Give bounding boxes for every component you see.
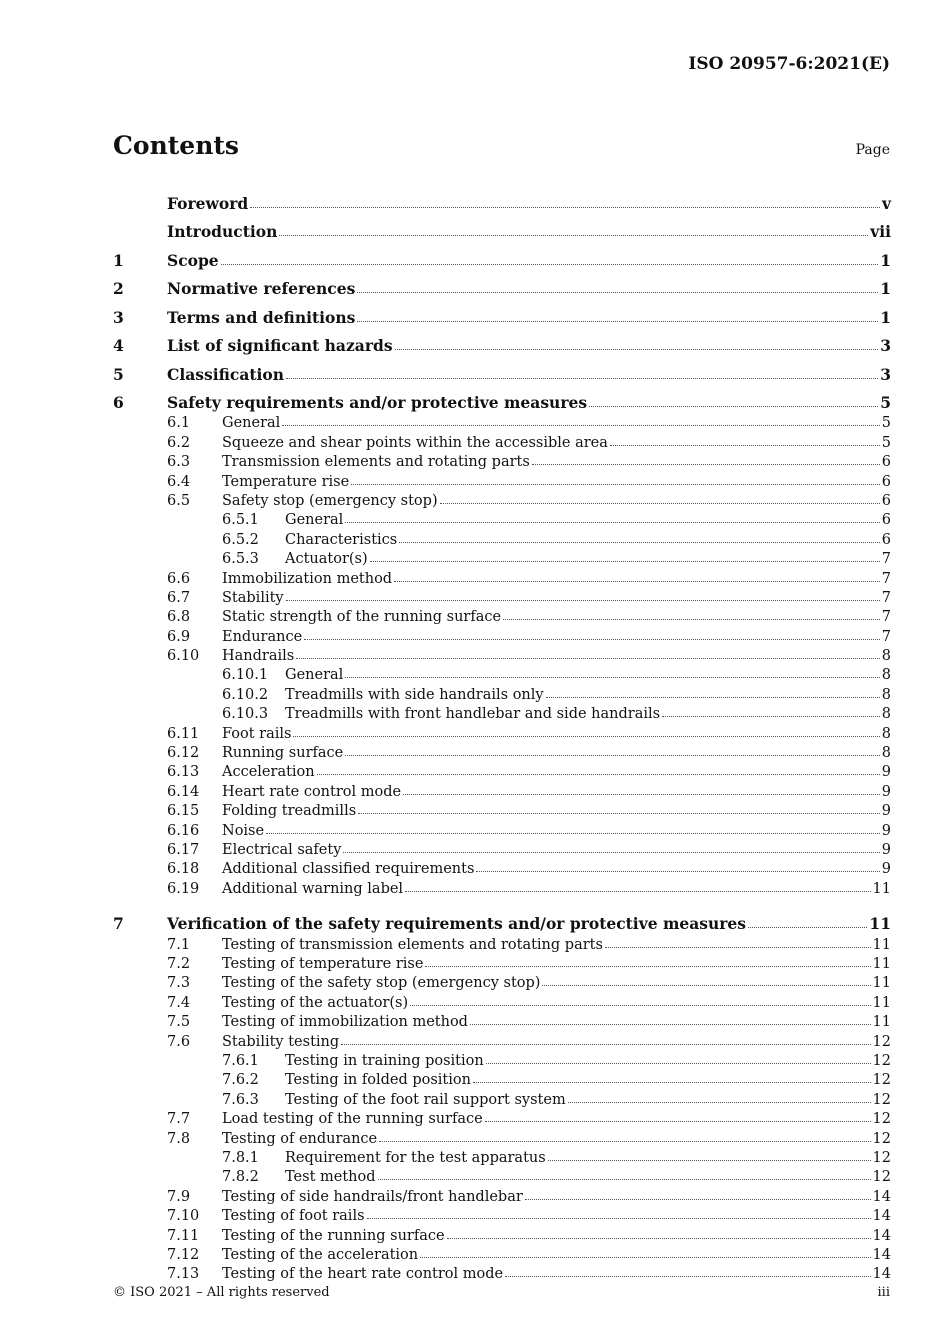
toc-entry-number: 6.11 bbox=[167, 725, 200, 742]
toc-entry-title[interactable]: Electrical safety bbox=[222, 841, 342, 858]
table-of-contents bbox=[113, 184, 891, 1282]
toc-entry-number: 7.9 bbox=[167, 1188, 191, 1205]
toc-entry-title[interactable]: Safety requirements and/or protective measures bbox=[167, 393, 588, 412]
toc-dot-leader bbox=[286, 599, 880, 601]
toc-entry-title[interactable]: Acceleration bbox=[222, 764, 315, 781]
toc-entry[interactable] bbox=[113, 270, 891, 299]
toc-entry-number: 7.1 bbox=[167, 936, 191, 953]
toc-dot-leader bbox=[399, 541, 880, 543]
toc-dot-leader bbox=[542, 984, 870, 986]
toc-entry[interactable] bbox=[113, 548, 891, 567]
toc-entry-number: 5 bbox=[113, 364, 124, 384]
toc-entry-title[interactable]: Testing of the heart rate control mode bbox=[222, 1266, 504, 1283]
toc-entry-number: 6.6 bbox=[167, 570, 191, 587]
toc-entry[interactable] bbox=[113, 839, 891, 858]
toc-entry-number: 7.2 bbox=[167, 956, 191, 973]
toc-entry-number: 7.7 bbox=[167, 1111, 191, 1128]
toc-entry-page[interactable]: 12 bbox=[872, 1149, 891, 1166]
toc-entry-number: 6.5.1 bbox=[222, 512, 259, 529]
toc-entry[interactable] bbox=[113, 722, 891, 741]
toc-entry-page[interactable]: 3 bbox=[880, 336, 891, 355]
toc-entry-page[interactable]: 12 bbox=[872, 1053, 891, 1069]
toc-entry-title[interactable]: Testing of temperature rise bbox=[222, 956, 424, 973]
toc-entry-number: 6.2 bbox=[167, 434, 191, 451]
toc-entry-page[interactable]: 9 bbox=[881, 783, 891, 800]
toc-entry[interactable] bbox=[113, 431, 891, 450]
toc-entry[interactable] bbox=[113, 1244, 891, 1263]
toc-entry-page[interactable]: 14 bbox=[872, 1227, 891, 1244]
toc-entry-page[interactable]: 9 bbox=[881, 841, 891, 858]
toc-entry[interactable] bbox=[113, 858, 891, 877]
toc-entry-title[interactable]: Test method bbox=[285, 1169, 376, 1186]
toc-dot-leader bbox=[485, 1120, 871, 1122]
toc-dot-leader bbox=[357, 320, 878, 322]
toc-dot-leader bbox=[345, 754, 880, 756]
toc-entry-page[interactable]: 12 bbox=[872, 1091, 891, 1108]
toc-entry-number: 7.4 bbox=[167, 994, 191, 1011]
toc-entry-title[interactable]: Testing of transmission elements and rotating parts bbox=[222, 936, 603, 953]
toc-dot-leader bbox=[357, 291, 878, 293]
toc-entry-number: 2 bbox=[113, 279, 124, 298]
toc-dot-leader bbox=[486, 1062, 871, 1064]
toc-entry-number: 6.8 bbox=[167, 609, 191, 626]
toc-dot-leader bbox=[403, 793, 880, 795]
toc-entry-number: 7.6.1 bbox=[222, 1053, 259, 1069]
toc-entry-page[interactable]: 6 bbox=[881, 454, 891, 471]
toc-dot-leader bbox=[378, 1178, 871, 1180]
toc-entry[interactable] bbox=[113, 625, 891, 644]
toc-entry[interactable] bbox=[113, 470, 891, 489]
toc-entry-page[interactable]: 8 bbox=[881, 667, 891, 684]
toc-dot-leader bbox=[395, 348, 879, 350]
toc-entry[interactable] bbox=[113, 606, 891, 625]
toc-entry-page[interactable]: 7 bbox=[881, 609, 891, 626]
toc-entry-page[interactable]: 11 bbox=[869, 914, 891, 934]
toc-entry-number: 6.5.3 bbox=[222, 551, 259, 568]
toc-entry[interactable] bbox=[113, 1030, 891, 1049]
toc-dot-leader bbox=[266, 832, 880, 834]
toc-dot-leader bbox=[505, 1275, 870, 1277]
toc-entry-number: 7.6.2 bbox=[222, 1072, 259, 1089]
toc-entry-page[interactable]: 8 bbox=[881, 648, 891, 665]
toc-dot-leader bbox=[589, 405, 878, 407]
toc-entry[interactable] bbox=[113, 683, 891, 702]
toc-entry-title[interactable]: Characteristics bbox=[285, 531, 398, 548]
toc-entry-title[interactable]: Testing of the actuator(s) bbox=[222, 994, 409, 1011]
toc-entry-page[interactable]: 9 bbox=[881, 764, 891, 781]
toc-entry-page[interactable]: 6 bbox=[881, 512, 891, 529]
toc-entry-title[interactable]: Testing of the acceleration bbox=[222, 1246, 419, 1263]
toc-entry-page[interactable]: 7 bbox=[881, 570, 891, 587]
toc-entry-title[interactable]: Testing of immobilization method bbox=[222, 1014, 468, 1031]
toc-dot-leader bbox=[341, 1043, 870, 1045]
toc-entry-number: 7.13 bbox=[167, 1266, 200, 1283]
toc-entry[interactable] bbox=[113, 213, 891, 242]
toc-dot-leader bbox=[748, 926, 867, 928]
toc-dot-leader bbox=[221, 263, 879, 265]
toc-entry-title[interactable]: Foreword bbox=[167, 193, 249, 213]
toc-dot-leader bbox=[470, 1023, 871, 1025]
toc-entry-number: 7.8.2 bbox=[222, 1169, 259, 1186]
toc-entry-number: 7 bbox=[113, 914, 124, 934]
toc-entry-page[interactable]: 8 bbox=[881, 706, 891, 723]
toc-entry-title[interactable]: Stability testing bbox=[222, 1033, 340, 1050]
toc-entry-title[interactable]: Actuator(s) bbox=[285, 551, 368, 568]
toc-entry-page[interactable]: 7 bbox=[881, 628, 891, 645]
toc-entry-number: 6.19 bbox=[167, 880, 200, 897]
toc-entry-title[interactable]: Endurance bbox=[222, 628, 303, 645]
toc-dot-leader bbox=[343, 851, 879, 853]
toc-entry-page[interactable]: 7 bbox=[881, 589, 891, 606]
toc-entry-page[interactable]: 5 bbox=[880, 393, 891, 412]
toc-dot-leader bbox=[662, 715, 880, 717]
toc-dot-leader bbox=[610, 444, 880, 446]
toc-dot-leader bbox=[282, 424, 879, 426]
toc-dot-leader bbox=[568, 1101, 871, 1103]
toc-dot-leader bbox=[440, 502, 880, 504]
toc-entry[interactable] bbox=[113, 241, 891, 270]
toc-entry-page[interactable]: 1 bbox=[880, 307, 891, 327]
toc-entry-title[interactable]: Testing of foot rails bbox=[222, 1208, 365, 1225]
toc-entry-title[interactable]: Additional warning label bbox=[222, 880, 404, 897]
toc-entry-page[interactable]: 14 bbox=[872, 1246, 891, 1263]
toc-entry-page[interactable]: 7 bbox=[881, 551, 891, 568]
toc-entry-number: 6.13 bbox=[167, 764, 200, 781]
toc-entry-page[interactable]: 5 bbox=[881, 415, 891, 432]
toc-entry-title[interactable]: Testing of the running surface bbox=[222, 1227, 445, 1244]
toc-entry[interactable] bbox=[113, 1205, 891, 1224]
toc-entry-number: 6.3 bbox=[167, 454, 191, 471]
toc-entry-title[interactable]: Transmission elements and rotating parts bbox=[222, 454, 530, 471]
toc-entry-number: 7.8 bbox=[167, 1130, 191, 1147]
toc-entry-page[interactable]: 12 bbox=[872, 1072, 891, 1089]
toc-entry[interactable] bbox=[113, 451, 891, 470]
toc-entry-number: 6.10.2 bbox=[222, 686, 269, 703]
toc-entry-page[interactable]: 11 bbox=[872, 936, 891, 953]
toc-entry-page[interactable]: 12 bbox=[872, 1169, 891, 1186]
toc-entry-page[interactable]: 6 bbox=[881, 531, 891, 548]
toc-entry[interactable] bbox=[113, 1166, 891, 1185]
toc-entry-title[interactable]: Introduction bbox=[167, 222, 278, 241]
toc-entry-title[interactable]: Classification bbox=[167, 364, 285, 384]
toc-dot-leader bbox=[503, 618, 880, 620]
toc-entry-title[interactable]: Treadmills with front handlebar and side handrails bbox=[285, 706, 661, 723]
toc-entry-title[interactable]: Treadmills with side handrails only bbox=[285, 686, 544, 703]
toc-entry-number: 6.10.3 bbox=[222, 706, 269, 723]
toc-entry-page[interactable]: 11 bbox=[872, 975, 891, 992]
copyright-notice: © ISO 2021 – All rights reserved bbox=[113, 1285, 330, 1300]
toc-entry-number: 7.8.1 bbox=[222, 1149, 259, 1166]
toc-entry-title[interactable]: Testing in training position bbox=[285, 1053, 484, 1069]
toc-entry-number: 7.3 bbox=[167, 975, 191, 992]
toc-entry-page[interactable]: 1 bbox=[880, 279, 891, 298]
toc-entry-number: 1 bbox=[113, 250, 124, 270]
toc-entry-page[interactable]: 11 bbox=[872, 956, 891, 973]
toc-entry-title[interactable]: General bbox=[285, 667, 344, 684]
toc-entry[interactable] bbox=[113, 991, 891, 1010]
toc-entry-page[interactable]: 5 bbox=[881, 434, 891, 451]
toc-dot-leader bbox=[525, 1198, 871, 1200]
toc-dot-leader bbox=[293, 735, 879, 737]
toc-entry-number: 7.10 bbox=[167, 1208, 200, 1225]
toc-entry[interactable] bbox=[113, 953, 891, 972]
toc-entry-number: 3 bbox=[113, 307, 124, 327]
toc-dot-leader bbox=[345, 521, 879, 523]
toc-entry[interactable] bbox=[113, 1127, 891, 1146]
toc-entry-number: 6.12 bbox=[167, 745, 200, 762]
toc-dot-leader bbox=[367, 1217, 871, 1219]
toc-dot-leader bbox=[345, 676, 879, 678]
toc-dot-leader bbox=[351, 483, 880, 485]
toc-entry-number: 7.6.3 bbox=[222, 1091, 259, 1108]
toc-dot-leader bbox=[304, 638, 880, 640]
toc-entry-number: 6 bbox=[113, 393, 124, 412]
toc-dot-leader bbox=[548, 1159, 871, 1161]
toc-dot-leader bbox=[358, 812, 880, 814]
toc-entry-page[interactable]: 6 bbox=[881, 492, 891, 509]
toc-entry[interactable] bbox=[113, 298, 891, 327]
toc-entry-page[interactable]: 12 bbox=[872, 1130, 891, 1147]
toc-entry[interactable] bbox=[113, 742, 891, 761]
toc-entry-title[interactable]: Running surface bbox=[222, 745, 344, 762]
toc-entry-page[interactable]: 12 bbox=[872, 1111, 891, 1128]
toc-entry-page[interactable]: v bbox=[881, 193, 891, 213]
toc-entry-page[interactable]: 8 bbox=[881, 725, 891, 742]
toc-entry-number: 6.10 bbox=[167, 648, 200, 665]
toc-dot-leader bbox=[379, 1140, 870, 1142]
toc-entry-title[interactable]: Folding treadmills bbox=[222, 803, 357, 820]
toc-entry-page[interactable]: 8 bbox=[881, 745, 891, 762]
toc-dot-leader bbox=[447, 1237, 871, 1239]
toc-entry-page[interactable]: 14 bbox=[872, 1208, 891, 1225]
toc-entry[interactable] bbox=[113, 905, 891, 934]
toc-entry-title[interactable]: Terms and definitions bbox=[167, 307, 356, 327]
toc-entry[interactable] bbox=[113, 1147, 891, 1166]
toc-dot-leader bbox=[394, 580, 880, 582]
toc-entry-title[interactable]: Scope bbox=[167, 250, 219, 270]
toc-dot-leader bbox=[370, 560, 880, 562]
toc-entry-title[interactable]: Additional classified requirements bbox=[222, 861, 475, 878]
toc-entry-page[interactable]: 9 bbox=[881, 822, 891, 839]
toc-entry[interactable] bbox=[113, 528, 891, 547]
toc-entry[interactable] bbox=[113, 780, 891, 799]
toc-entry[interactable] bbox=[113, 184, 891, 213]
toc-entry[interactable] bbox=[113, 587, 891, 606]
toc-entry-number: 6.17 bbox=[167, 841, 200, 858]
toc-entry-title[interactable]: Testing of side handrails/front handlebar bbox=[222, 1188, 523, 1205]
toc-entry-page[interactable]: vii bbox=[870, 222, 891, 241]
page-title: Contents bbox=[113, 131, 240, 160]
toc-dot-leader bbox=[425, 965, 870, 967]
toc-entry-number: 7.12 bbox=[167, 1246, 200, 1263]
toc-entry-title[interactable]: Testing of the safety stop (emergency stop) bbox=[222, 975, 541, 992]
toc-entry-page[interactable]: 9 bbox=[881, 861, 891, 878]
toc-entry[interactable] bbox=[113, 384, 891, 413]
toc-entry-number: 6.7 bbox=[167, 589, 191, 606]
toc-entry[interactable] bbox=[113, 1263, 891, 1282]
toc-entry[interactable] bbox=[113, 355, 891, 384]
toc-entry[interactable] bbox=[113, 800, 891, 819]
toc-entry-number: 6.16 bbox=[167, 822, 200, 839]
toc-entry-title[interactable]: Immobilization method bbox=[222, 570, 393, 587]
toc-entry-page[interactable]: 11 bbox=[872, 994, 891, 1011]
page-column-label: Page bbox=[855, 142, 890, 158]
toc-entry-title[interactable]: Testing of endurance bbox=[222, 1130, 378, 1147]
toc-entry[interactable] bbox=[113, 1088, 891, 1107]
toc-entry[interactable] bbox=[113, 1011, 891, 1030]
toc-entry-number: 4 bbox=[113, 336, 124, 355]
toc-entry-title[interactable]: Testing in folded position bbox=[285, 1072, 471, 1089]
toc-entry-page[interactable]: 3 bbox=[880, 364, 891, 384]
toc-entry-title[interactable]: Safety stop (emergency stop) bbox=[222, 492, 438, 509]
toc-entry-title[interactable]: Requirement for the test apparatus bbox=[285, 1149, 546, 1166]
toc-entry-title[interactable]: Testing of the foot rail support system bbox=[285, 1091, 566, 1108]
toc-dot-leader bbox=[532, 463, 880, 465]
toc-entry[interactable] bbox=[113, 490, 891, 509]
toc-entry[interactable] bbox=[113, 645, 891, 664]
toc-entry-number: 6.1 bbox=[167, 415, 191, 432]
toc-entry-title[interactable]: General bbox=[285, 512, 344, 529]
page-number: iii bbox=[877, 1285, 890, 1300]
toc-entry[interactable] bbox=[113, 412, 891, 431]
toc-entry-title[interactable]: Handrails bbox=[222, 648, 295, 665]
toc-entry[interactable] bbox=[113, 1050, 891, 1069]
toc-entry[interactable] bbox=[113, 972, 891, 991]
toc-entry-title[interactable]: Verification of the safety requirements and/or protective measures bbox=[167, 914, 747, 934]
toc-entry-page[interactable]: 11 bbox=[872, 1014, 891, 1031]
toc-entry[interactable] bbox=[113, 1108, 891, 1127]
toc-entry-number: 6.9 bbox=[167, 628, 191, 645]
toc-entry-number: 6.5.2 bbox=[222, 531, 259, 548]
toc-dot-leader bbox=[405, 890, 870, 892]
toc-dot-leader bbox=[605, 946, 871, 948]
toc-entry-page[interactable]: 14 bbox=[872, 1266, 891, 1283]
toc-dot-leader bbox=[317, 773, 880, 775]
toc-dot-leader bbox=[410, 1004, 870, 1006]
toc-entry-page[interactable]: 8 bbox=[881, 686, 891, 703]
toc-entry-page[interactable]: 11 bbox=[872, 880, 891, 897]
toc-entry-title[interactable]: General bbox=[222, 415, 281, 432]
toc-entry-title[interactable]: List of significant hazards bbox=[167, 336, 393, 355]
toc-entry-number: 6.14 bbox=[167, 783, 200, 800]
toc-entry-page[interactable]: 14 bbox=[872, 1188, 891, 1205]
toc-entry[interactable] bbox=[113, 509, 891, 528]
toc-entry-page[interactable]: 1 bbox=[880, 250, 891, 270]
toc-dot-leader bbox=[546, 696, 880, 698]
toc-entry-number: 6.10.1 bbox=[222, 667, 269, 684]
toc-entry-title[interactable]: Temperature rise bbox=[222, 473, 350, 490]
toc-entry[interactable] bbox=[113, 327, 891, 356]
toc-entry[interactable] bbox=[113, 819, 891, 838]
toc-entry[interactable] bbox=[113, 877, 891, 896]
document-identifier: ISO 20957-6:2021(E) bbox=[688, 54, 890, 74]
toc-dot-leader bbox=[476, 870, 879, 872]
toc-entry-number: 6.15 bbox=[167, 803, 200, 820]
toc-entry[interactable] bbox=[113, 1069, 891, 1088]
toc-dot-leader bbox=[473, 1081, 871, 1083]
toc-entry-page[interactable]: 12 bbox=[872, 1033, 891, 1050]
toc-entry[interactable] bbox=[113, 567, 891, 586]
toc-dot-leader bbox=[296, 657, 880, 659]
toc-entry-title[interactable]: Heart rate control mode bbox=[222, 783, 402, 800]
toc-entry-number: 6.4 bbox=[167, 473, 191, 490]
toc-entry[interactable] bbox=[113, 1185, 891, 1204]
toc-entry-title[interactable]: Static strength of the running surface bbox=[222, 609, 502, 626]
toc-entry-title[interactable]: Squeeze and shear points within the accessible area bbox=[222, 434, 608, 451]
toc-entry-number: 6.5 bbox=[167, 492, 191, 509]
toc-entry-number: 7.5 bbox=[167, 1014, 191, 1031]
toc-entry[interactable] bbox=[113, 761, 891, 780]
toc-entry[interactable] bbox=[113, 1224, 891, 1243]
toc-entry-title[interactable]: Noise bbox=[222, 822, 265, 839]
toc-dot-leader bbox=[420, 1256, 870, 1258]
toc-entry[interactable] bbox=[113, 933, 891, 952]
toc-entry-title[interactable]: Stability bbox=[222, 589, 284, 606]
toc-entry[interactable] bbox=[113, 664, 891, 683]
toc-entry-page[interactable]: 6 bbox=[881, 473, 891, 490]
toc-dot-leader bbox=[286, 377, 878, 379]
toc-entry-title[interactable]: Foot rails bbox=[222, 725, 292, 742]
toc-entry-page[interactable]: 9 bbox=[881, 803, 891, 820]
toc-entry-number: 7.6 bbox=[167, 1033, 191, 1050]
toc-entry-number: 7.11 bbox=[167, 1227, 200, 1244]
toc-entry-title[interactable]: Load testing of the running surface bbox=[222, 1111, 483, 1128]
toc-dot-leader bbox=[250, 206, 880, 208]
toc-entry-number: 6.18 bbox=[167, 861, 200, 878]
toc-entry[interactable] bbox=[113, 703, 891, 722]
toc-dot-leader bbox=[279, 234, 868, 236]
toc-entry-title[interactable]: Normative references bbox=[167, 279, 356, 298]
